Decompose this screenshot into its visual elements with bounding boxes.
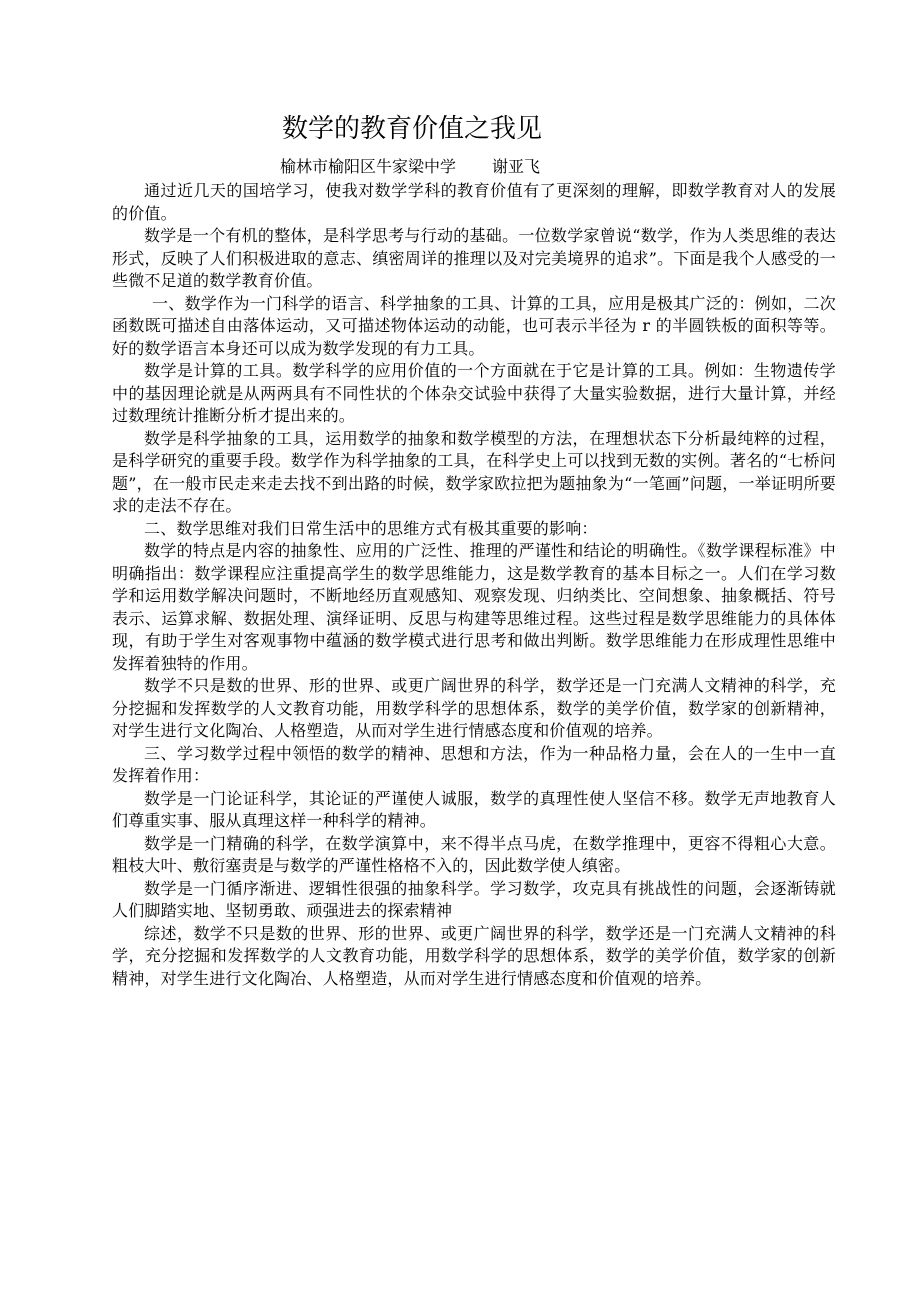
paragraph: 数学是科学抽象的工具，运用数学的抽象和数学模型的方法，在理想状态下分析最纯粹的过程，是科学研究的重要手段。数学作为科学抽象的工具，在科学史上可以找到无数的实例。著名的“七桥问题”，在一般市民走来走去找不到出路的时候，数学家欧拉把为题抽象为“一笔画”问题，一举证明所要求的走法不存在。 <box>112 428 836 515</box>
author-name: 谢亚飞 <box>492 157 541 176</box>
author-line <box>280 156 836 178</box>
paragraph: 数学是计算的工具。数学科学的应用价值的一个方面就在于它是计算的工具。例如：生物遗传学中的基因理论就是从两两具有不同性状的个体杂交试验中获得了大量实验数据，进行大量计算，并经过数理统计推断分析才提出来的。 <box>112 361 836 425</box>
document-title: 数学的教育价值之我见 <box>282 114 543 144</box>
section-heading-paragraph: 一、数学作为一门科学的语言、科学抽象的工具、计算的工具，应用是极其广泛的：例如，二次函数既可描述自由落体运动，又可描述物体运动的动能，也可表示半径为 r 的半圆铁板的面积等等。好的数学语言本身还可以成为数学发现的有力工具。 <box>112 293 836 358</box>
document-page <box>112 112 836 990</box>
paragraph: 数学是一门精确的科学，在数学演算中，来不得半点马虎，在数学推理中，更容不得粗心大意。粗枝大叶、敷衍塞责是与数学的严谨性格格不入的，因此数学使人缜密。 <box>112 833 836 875</box>
section-heading: 三、学习数学过程中领悟的数学的精神、思想和方法，作为一种品格力量，会在人的一生中一直发挥着作用： <box>112 743 836 785</box>
paragraph: 数学是一个有机的整体，是科学思考与行动的基础。一位数学家曾说“数学，作为人类思维的表达形式，反映了人们积极进取的意志、缜密周详的推理以及对完美境界的追求”。下面是我个人感受的一些微不足道的数学教育价值。 <box>112 226 836 290</box>
paragraph: 通过近几天的国培学习，使我对数学学科的教育价值有了更深刻的理解，即数学教育对人的发展的价值。 <box>112 181 836 223</box>
document-body <box>112 180 836 990</box>
section-heading: 二、数学思维对我们日常生活中的思维方式有极其重要的影响： <box>144 518 598 538</box>
paragraph: 数学的特点是内容的抽象性、应用的广泛性、推理的严谨性和结论的明确性。《数学课程标准》中明确指出：数学课程应注重提高学生的数学思维能力，这是数学教育的基本目标之一。人们在学习数学和运用数学解决问题时，不断地经历直观感知、观察发现、归纳类比、空间想象、抽象概括、符号表示、运算求解、数据处理、演绎证明、反思与构建等思维过程。这些过程是数学思维能力的具体体现，有助于学生对客观事物中蕴涵的数学模式进行思考和做出判断。数学思维能力在形成理性思维中发挥着独特的作用。 <box>112 541 836 673</box>
paragraph: 综述，数学不只是数的世界、形的世界、或更广阔世界的科学，数学还是一门充满人文精神的科学，充分挖掘和发挥数学的人文教育功能，用数学科学的思想体系，数学的美学价值，数学家的创新精神，对学生进行文化陶冶、人格塑造，从而对学生进行情感态度和价值观的培养。 <box>112 923 836 988</box>
paragraph: 数学是一门论证科学，其论证的严谨使人诚服，数学的真理性使人坚信不移。数学无声地教育人们尊重实事、服从真理这样一种科学的精神。 <box>112 788 836 830</box>
author-school: 榆林市榆阳区牛家梁中学 <box>280 157 457 176</box>
paragraph: 数学不只是数的世界、形的世界、或更广阔世界的科学，数学还是一门充满人文精神的科学，充分挖掘和发挥数学的人文教育功能，用数学科学的思想体系，数学的美学价值，数学家的创新精神，对学生进行文化陶冶、人格塑造，从而对学生进行情感态度和价值观的培养。 <box>112 676 836 740</box>
paragraph: 数学是一门循序渐进、逻辑性很强的抽象科学。学习数学，攻克具有挑战性的问题，会逐渐铸就人们脚踏实地、坚韧勇敢、顽强进去的探索精神 <box>112 878 836 920</box>
